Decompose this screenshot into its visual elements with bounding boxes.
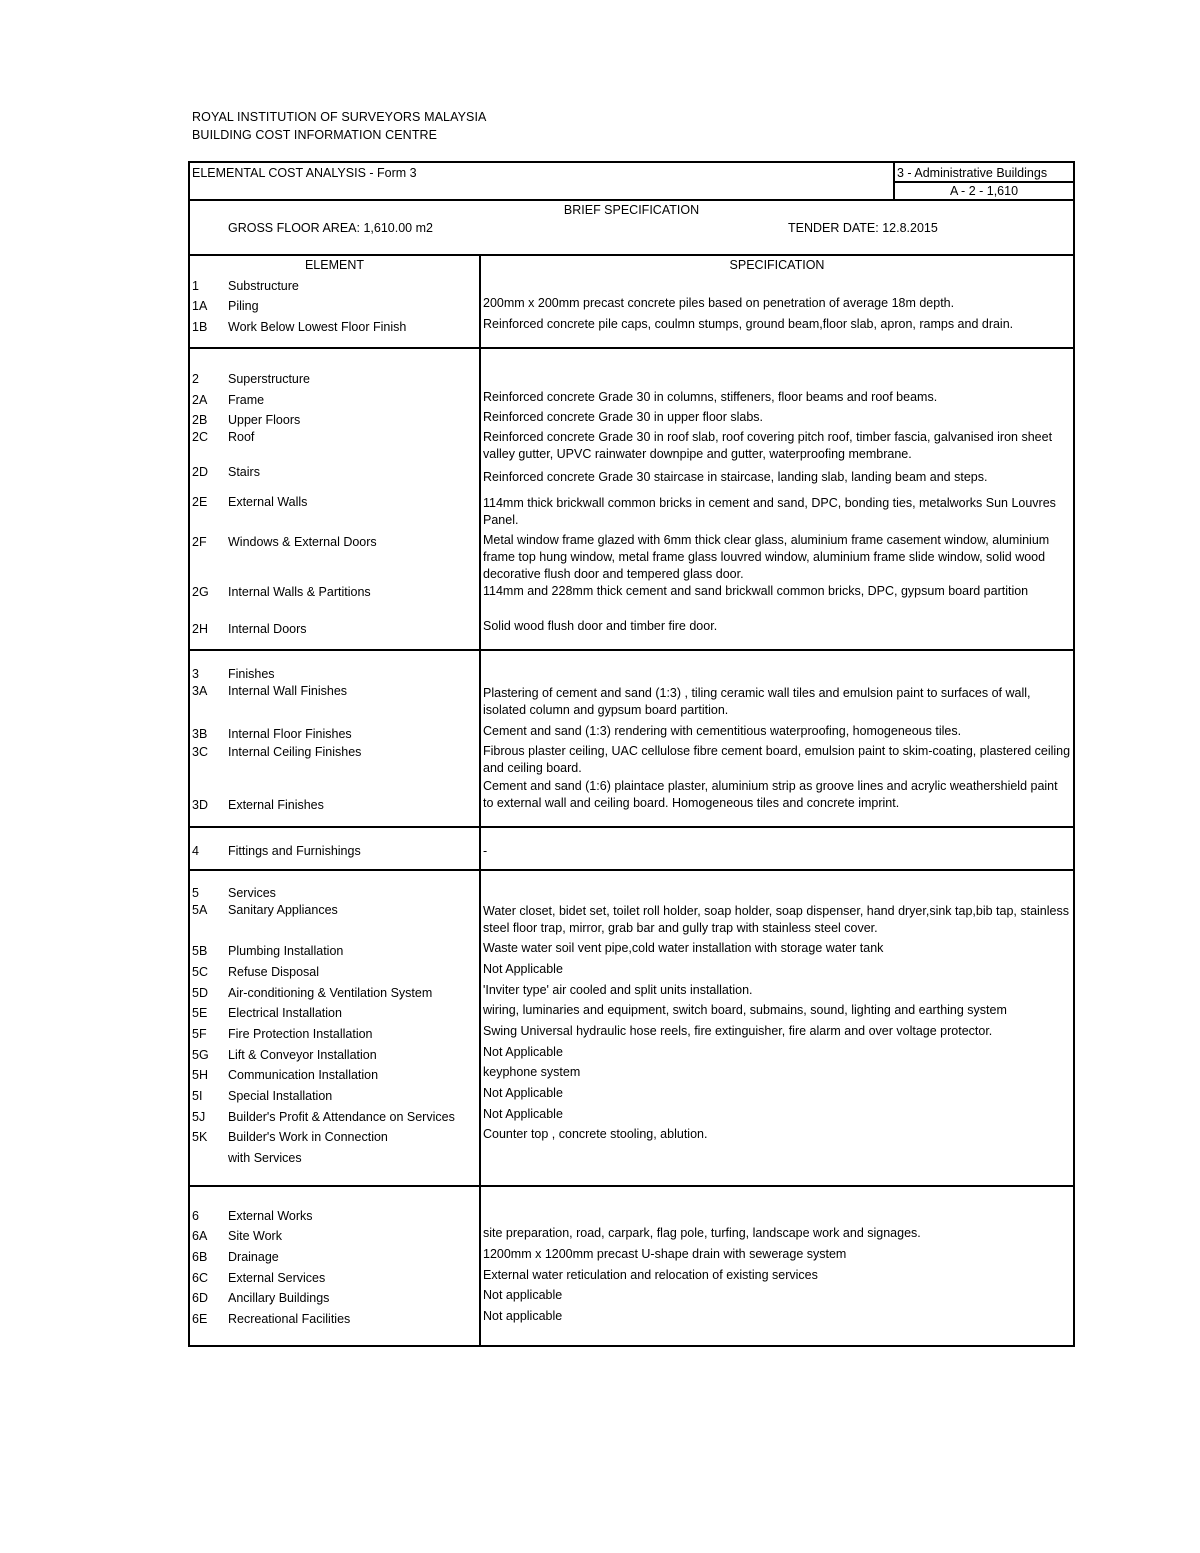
spec-text: Not applicable	[483, 1288, 563, 1302]
element-name: Frame	[228, 393, 265, 407]
code: 6E	[192, 1312, 208, 1326]
code: 5H	[192, 1068, 208, 1082]
element-name: Builder's Work in Connection	[228, 1130, 388, 1144]
spec-text: -	[483, 844, 488, 858]
code: 5E	[192, 1006, 208, 1020]
spec-text: Not Applicable	[483, 1045, 563, 1059]
brief-spec-label: BRIEF SPECIFICATION	[563, 203, 700, 217]
element-name: Special Installation	[228, 1089, 333, 1103]
spec-text: 'Inviter type' air cooled and split units installation.	[483, 983, 753, 997]
spec-text: Water closet, bidet set, toilet roll holder, soap holder, soap dispenser, hand dryer,sink tap,bib tap, stainless steel floor trap, mirror, grab bar and gully trap with stainless steel cover.	[483, 904, 1069, 935]
spec-text: Not Applicable	[483, 1086, 563, 1100]
code: 5J	[192, 1110, 206, 1124]
code: 3D	[192, 798, 208, 812]
element-name: Stairs	[228, 465, 260, 479]
spec-text: Cement and sand (1:6) plaintace plaster, aluminium strip as groove lines and acrylic weathershield paint to external wall and ceiling board. Homogeneous tiles and concrete imprint.	[483, 779, 1058, 810]
building-category: 3 - Administrative Buildings	[897, 166, 1048, 180]
element-name: Electrical Installation	[228, 1006, 342, 1020]
element-name: Refuse Disposal	[228, 965, 320, 979]
element-name: Air-conditioning & Ventilation System	[228, 986, 433, 1000]
element-name: Internal Wall Finishes	[228, 684, 348, 698]
spec-text: Not Applicable	[483, 962, 563, 976]
spec-text: Counter top , concrete stooling, ablution.	[483, 1127, 708, 1141]
spec-text: keyphone system	[483, 1065, 581, 1079]
element-name: Work Below Lowest Floor Finish	[228, 320, 407, 334]
spec-text: Fibrous plaster ceiling, UAC cellulose fibre cement board, emulsion paint to skim-coating, plastered ceiling and ceiling board.	[483, 744, 1071, 775]
code: 5B	[192, 944, 208, 958]
element-name: External Walls	[228, 495, 308, 509]
element-name: Fittings and Furnishings	[228, 844, 361, 858]
tender-date: TENDER DATE: 12.8.2015	[788, 221, 938, 235]
spec-text: Reinforced concrete Grade 30 in columns, stiffeners, floor beams and roof beams.	[483, 390, 938, 404]
spec-text: Plastering of cement and sand (1:3) , tiling ceramic wall tiles and emulsion paint to surfaces of wall, isolated column and gypsum board partition.	[483, 686, 1031, 717]
code: 2A	[192, 393, 208, 407]
spec-text: 114mm and 228mm thick cement and sand brickwall common bricks, DPC, gypsum board partition	[483, 584, 1029, 598]
code: 5G	[192, 1048, 209, 1062]
code: 3A	[192, 684, 208, 698]
element-name: Plumbing Installation	[228, 944, 344, 958]
element-name-cont: with Services	[228, 1151, 302, 1165]
element-name: Internal Doors	[228, 622, 307, 636]
element-name: Lift & Conveyor Installation	[228, 1048, 377, 1062]
element-name: Internal Walls & Partitions	[228, 585, 371, 599]
spec-text: External water reticulation and relocation of existing services	[483, 1268, 818, 1282]
spec-text: Metal window frame glazed with 6mm thick clear glass, aluminium frame casement window, aluminium frame top hung window, metal frame glass louvred window, aluminium frame slide window, solid wood decorative flush door and tempered glass door.	[483, 533, 1050, 581]
spec-text: 1200mm x 1200mm precast U-shape drain with sewerage system	[483, 1247, 847, 1261]
spec-text: Not Applicable	[483, 1107, 563, 1121]
code: 2H	[192, 622, 208, 636]
gross-floor-area: GROSS FLOOR AREA: 1,610.00 m2	[228, 221, 433, 235]
element-name: Communication Installation	[228, 1068, 379, 1082]
spec-text: Reinforced concrete Grade 30 in roof slab, roof covering pitch roof, timber fascia, galvanised iron sheet valley gutter, UPVC rainwater downpipe and gutter, waterproofing membrane.	[483, 430, 1053, 461]
spec-text: 114mm thick brickwall common bricks in cement and sand, DPC, bonding ties, metalworks Sun Louvres Panel.	[483, 496, 1056, 527]
element-name: Superstructure	[228, 372, 310, 386]
form-title: ELEMENTAL COST ANALYSIS - Form 3	[192, 166, 417, 180]
element-name: External Works	[228, 1209, 313, 1223]
spec-text: Reinforced concrete Grade 30 in upper floor slabs.	[483, 410, 764, 424]
element-name: Substructure	[228, 279, 299, 293]
spec-text: Cement and sand (1:3) rendering with cementitious waterproofing, homogeneous tiles.	[483, 724, 962, 738]
code: 6A	[192, 1229, 208, 1243]
element-name: Internal Floor Finishes	[228, 727, 352, 741]
element-name: Windows & External Doors	[228, 535, 377, 549]
code: 2C	[192, 430, 208, 444]
code: 3	[192, 667, 199, 681]
element-name: Upper Floors	[228, 413, 301, 427]
element-name: Builder's Profit & Attendance on Services	[228, 1110, 455, 1124]
code: 5F	[192, 1027, 207, 1041]
code: 1A	[192, 299, 208, 313]
spec-text: Not applicable	[483, 1309, 563, 1323]
code: 5A	[192, 903, 208, 917]
code: 1	[192, 279, 199, 293]
code: 2F	[192, 535, 207, 549]
element-name: Services	[228, 886, 276, 900]
col-element: ELEMENT	[304, 258, 365, 272]
code: 6B	[192, 1250, 208, 1264]
element-name: Ancillary Buildings	[228, 1291, 330, 1305]
code: 2D	[192, 465, 208, 479]
code: 6D	[192, 1291, 208, 1305]
spec-text: Solid wood flush door and timber fire door.	[483, 619, 718, 633]
org-name: ROYAL INSTITUTION OF SURVEYORS MALAYSIA	[192, 110, 487, 124]
spec-text: Reinforced concrete pile caps, coulmn stumps, ground beam,floor slab, apron, ramps and drain.	[483, 317, 1014, 331]
spec-text: site preparation, road, carpark, flag pole, turfing, landscape work and signages.	[483, 1226, 921, 1240]
element-name: Internal Ceiling Finishes	[228, 745, 362, 759]
code: 5C	[192, 965, 208, 979]
element-name: Finishes	[228, 667, 275, 681]
element-name: External Services	[228, 1271, 326, 1285]
spec-text: Swing Universal hydraulic hose reels, fire extinguisher, fire alarm and over voltage protector.	[483, 1024, 993, 1038]
element-name: Drainage	[228, 1250, 279, 1264]
code: 5K	[192, 1130, 208, 1144]
code: 2G	[192, 585, 209, 599]
code: 3C	[192, 745, 208, 759]
spec-text: Reinforced concrete Grade 30 staircase in staircase, landing slab, landing beam and steps.	[483, 470, 988, 484]
spec-text: wiring, luminaries and equipment, switch board, submains, sound, lighting and earthing system	[483, 1003, 1007, 1017]
element-name: Recreational Facilities	[228, 1312, 351, 1326]
element-name: Roof	[228, 430, 255, 444]
code: 4	[192, 844, 199, 858]
centre-name: BUILDING COST INFORMATION CENTRE	[192, 128, 438, 142]
code: 2B	[192, 413, 208, 427]
spec-text: 200mm x 200mm precast concrete piles based on penetration of average 18m depth.	[483, 296, 955, 310]
code: 2E	[192, 495, 208, 509]
code: 5I	[192, 1089, 203, 1103]
code: 5	[192, 886, 199, 900]
element-name: Piling	[228, 299, 259, 313]
element-name: Sanitary Appliances	[228, 903, 338, 917]
element-name: Fire Protection Installation	[228, 1027, 373, 1041]
code: 1B	[192, 320, 208, 334]
code: 6	[192, 1209, 199, 1223]
code: 5D	[192, 986, 208, 1000]
element-name: External Finishes	[228, 798, 324, 812]
col-spec: SPECIFICATION	[729, 258, 825, 272]
spec-text: Waste water soil vent pipe,cold water installation with storage water tank	[483, 941, 884, 955]
code: 3B	[192, 727, 208, 741]
form-code: A - 2 - 1,610	[949, 184, 1019, 198]
code: 2	[192, 372, 199, 386]
element-name: Site Work	[228, 1229, 282, 1243]
code: 6C	[192, 1271, 208, 1285]
